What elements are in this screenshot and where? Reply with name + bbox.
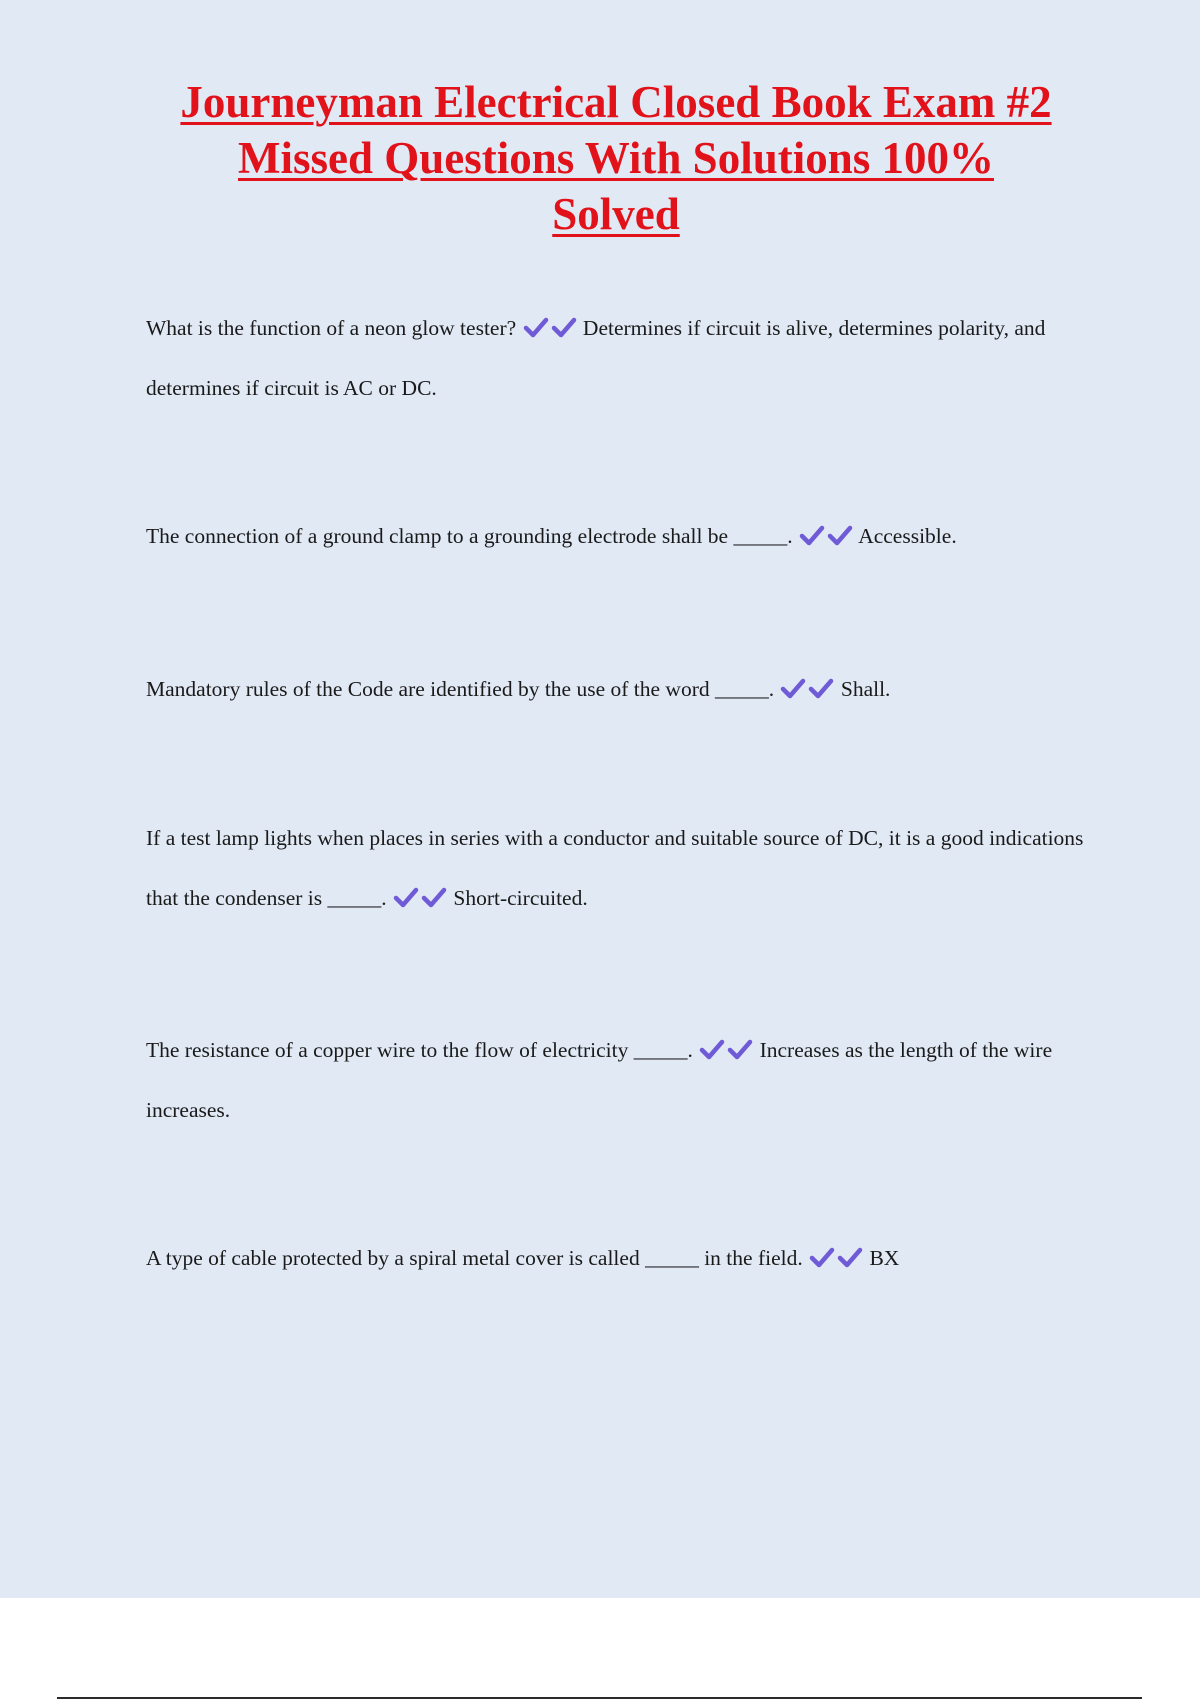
question-text: The resistance of a copper wire to the flow of electricity _____. [146, 1038, 693, 1062]
answer-text: Shall. [840, 677, 891, 701]
check-icon [809, 1246, 835, 1268]
check-icon [808, 677, 834, 699]
check-icon [837, 1246, 863, 1268]
answer-text: Increases as the length of the wire increases. [146, 1038, 1053, 1122]
check-icon [393, 886, 419, 908]
title-line-1: Journeyman Electrical Closed Book Exam #2 [180, 77, 1052, 127]
qa-item-3 [146, 659, 1094, 719]
check-icon [780, 677, 806, 699]
footer-divider [57, 1697, 1142, 1699]
answer-text: Accessible. [858, 524, 957, 548]
check-icon [421, 886, 447, 908]
check-icon [727, 1038, 753, 1060]
qa-item-1 [146, 298, 1094, 418]
answer-text: Short-circuited. [453, 886, 588, 910]
title-line-2: Missed Questions With Solutions 100% [237, 133, 994, 183]
qa-item-2 [146, 506, 1094, 566]
check-icon [827, 524, 853, 546]
question-text: What is the function of a neon glow tester? [146, 316, 517, 340]
check-icon [799, 524, 825, 546]
answer-text: Determines if circuit is alive, determines polarity, and determines if circuit is AC or DC. [146, 316, 1046, 400]
qa-item-4 [146, 808, 1094, 928]
question-text: A type of cable protected by a spiral metal cover is called _____ in the field. [146, 1246, 803, 1270]
qa-item-6 [146, 1228, 1094, 1288]
check-icon [551, 316, 577, 338]
question-text: The connection of a ground clamp to a grounding electrode shall be _____. [146, 524, 793, 548]
check-icon [523, 316, 549, 338]
question-text: If a test lamp lights when places in series with a conductor and suitable source of DC, it is a good indications that the condenser is _____. [146, 826, 1084, 910]
question-text: Mandatory rules of the Code are identified by the use of the word _____. [146, 677, 775, 701]
title-line-3: Solved [552, 189, 680, 239]
document-title [120, 74, 1112, 242]
answer-text: BX [869, 1246, 900, 1270]
qa-item-5 [146, 1020, 1094, 1140]
check-icon [699, 1038, 725, 1060]
